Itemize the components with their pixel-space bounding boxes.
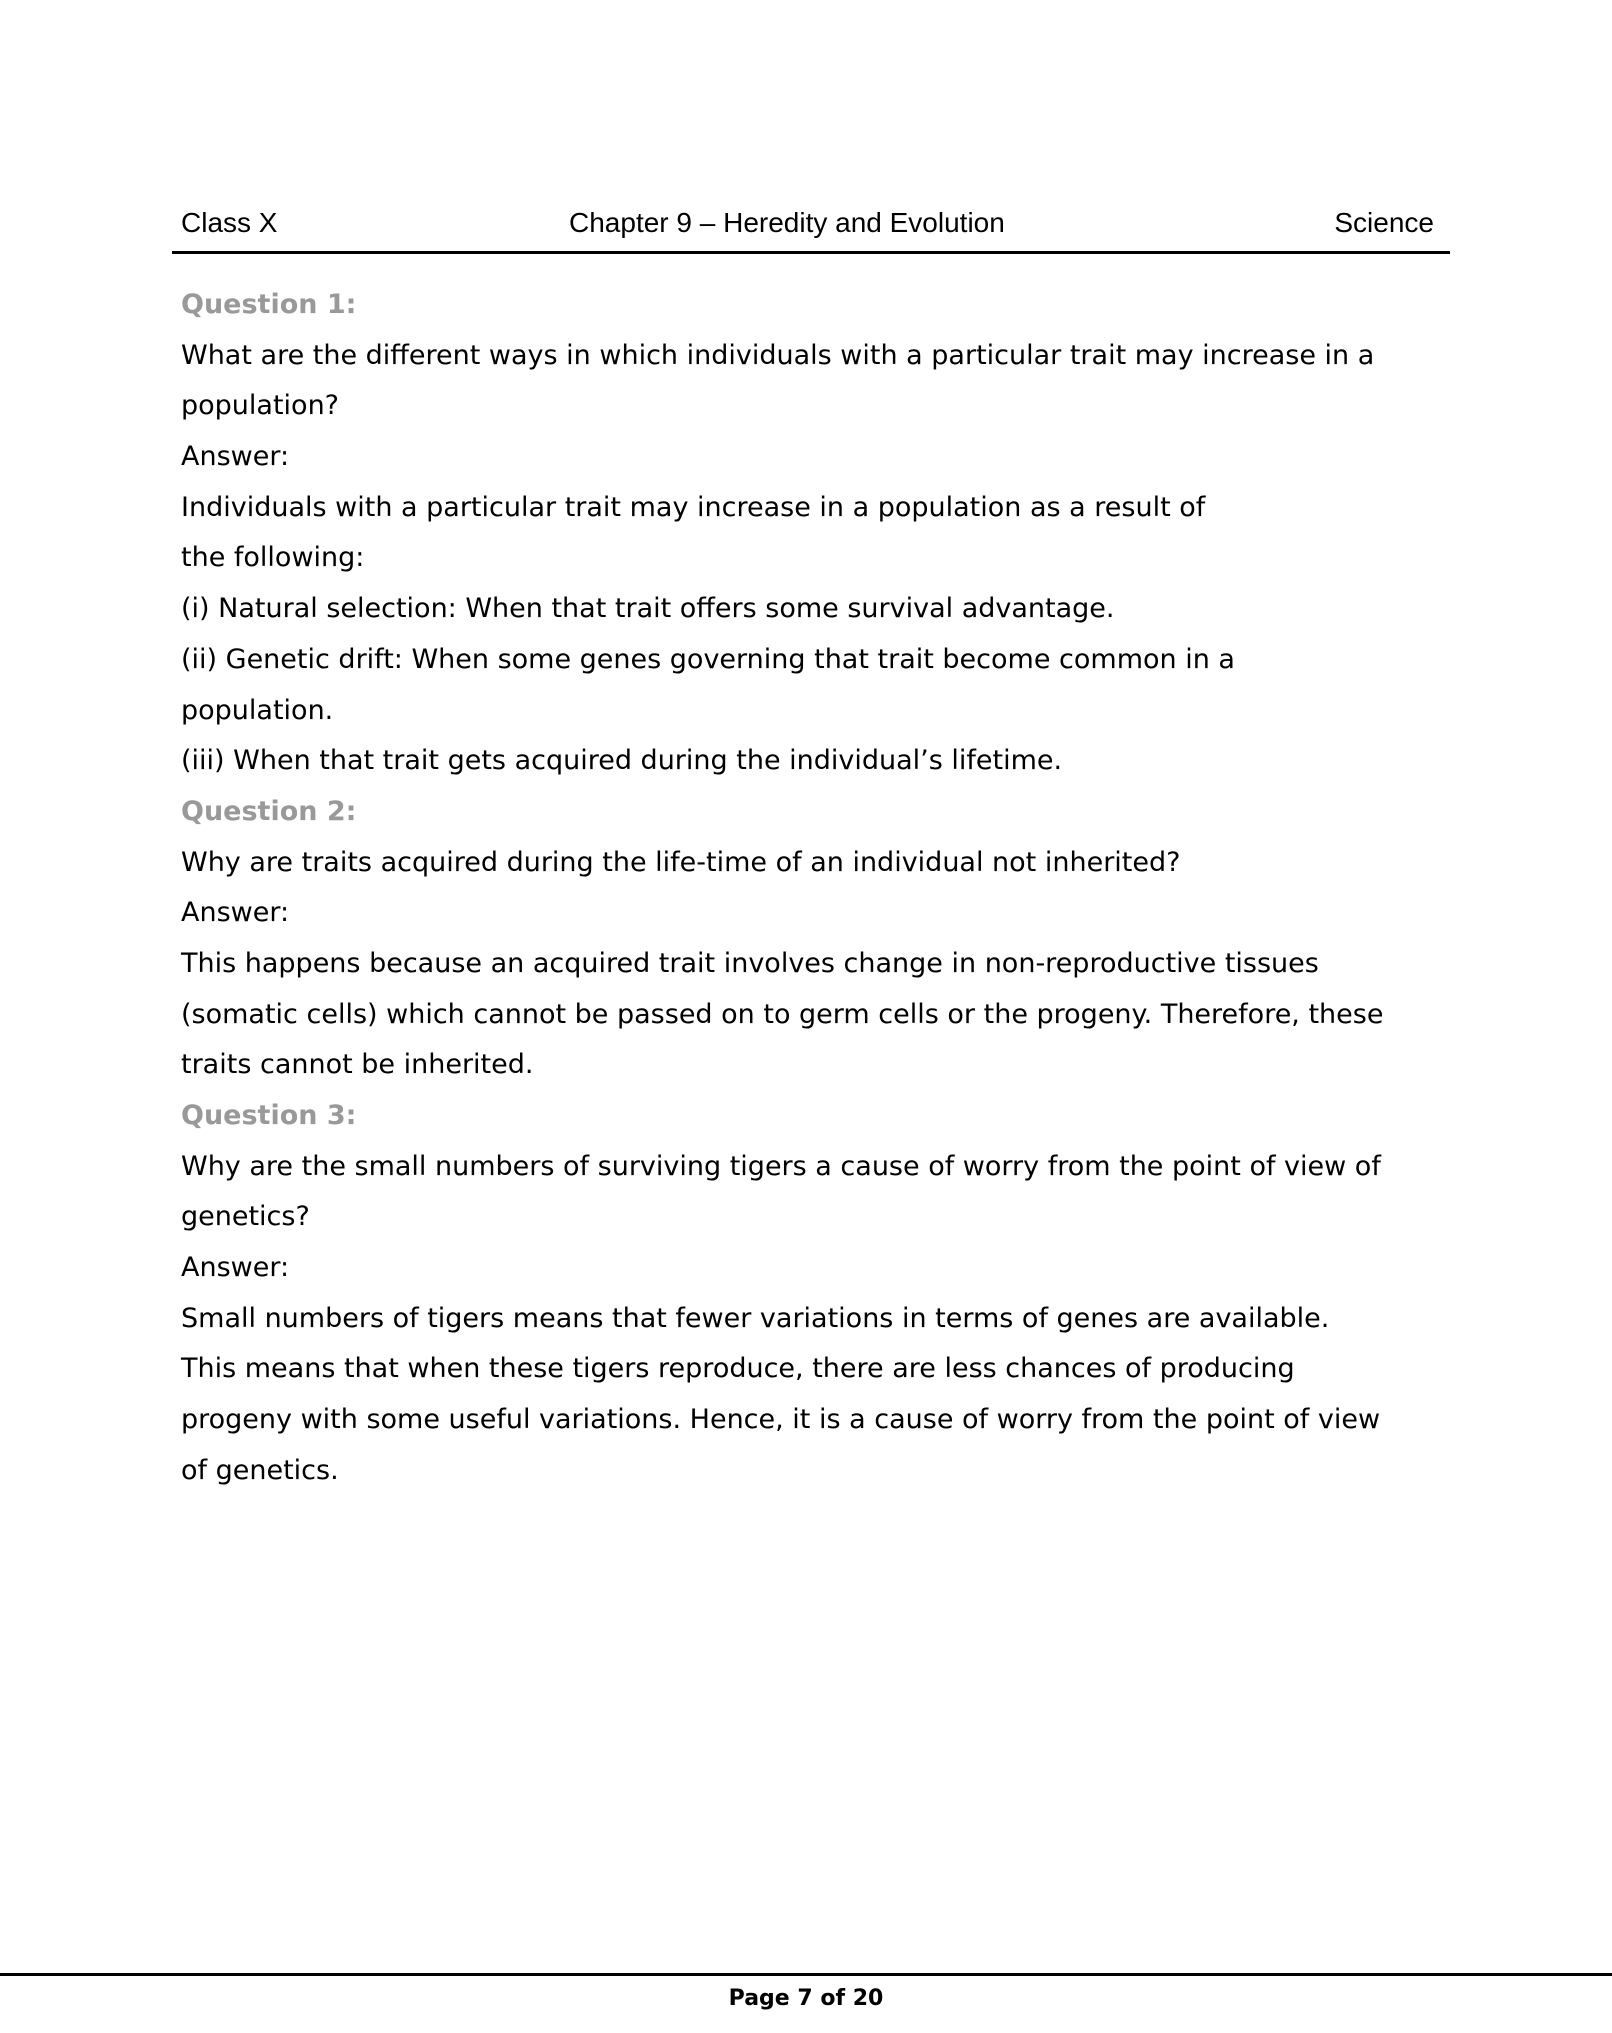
answer-label: Answer: [181, 441, 290, 473]
answer-label: Answer: [181, 1252, 290, 1284]
question-block-1 [181, 280, 1471, 787]
question-block-2 [181, 787, 1471, 1091]
answer-label: Answer: [181, 897, 290, 929]
answer-text-line: This means that when these tigers reproduce, there are less chances of producing [181, 1353, 1295, 1385]
question-block-3 [181, 1091, 1471, 1497]
question-text-line: Why are traits acquired during the life-time of an individual not inherited? [181, 846, 1181, 878]
answer-text-line: progeny with some useful variations. Hence, it is a cause of worry from the point of view [181, 1404, 1381, 1436]
answer-text-line: Small numbers of tigers means that fewer variations in terms of genes are available. [181, 1302, 1330, 1334]
question-heading: Question 1: [181, 289, 357, 320]
answer-text-line: (iii) When that trait gets acquired during the individual’s lifetime. [181, 745, 1063, 777]
header-subject: Science [1334, 207, 1434, 238]
answer-text-line: the following: [181, 542, 365, 574]
question-text-line: Why are the small numbers of surviving tigers a cause of worry from the point of view of [181, 1150, 1381, 1182]
question-text-line: What are the different ways in which individuals with a particular trait may increase in a [181, 339, 1375, 371]
footer-divider [0, 1973, 1612, 1976]
answer-text-line: (somatic cells) which cannot be passed on to germ cells or the progeny. Therefore, these [181, 998, 1384, 1030]
question-text-line: genetics? [181, 1201, 310, 1233]
answer-text-line: Individuals with a particular trait may increase in a population as a result of [181, 491, 1206, 523]
question-heading: Question 3: [181, 1100, 357, 1131]
answer-text-line: of genetics. [181, 1454, 339, 1486]
header-class: Class X [181, 207, 278, 238]
page-header [172, 203, 1450, 254]
answer-text-line: traits cannot be inherited. [181, 1049, 534, 1081]
page-number: Page 7 of 20 [728, 1986, 884, 2011]
document-body [181, 280, 1471, 1497]
answer-text-line: This happens because an acquired trait involves change in non-reproductive tissues [181, 947, 1319, 979]
header-chapter-title: Chapter 9 – Heredity and Evolution [569, 207, 1005, 238]
answer-text-line: (i) Natural selection: When that trait offers some survival advantage. [181, 593, 1115, 625]
question-text-line: population? [181, 390, 340, 422]
answer-text-line: (ii) Genetic drift: When some genes governing that trait become common in a [181, 643, 1235, 675]
question-heading: Question 2: [181, 795, 357, 827]
answer-text-line: population. [181, 694, 334, 726]
